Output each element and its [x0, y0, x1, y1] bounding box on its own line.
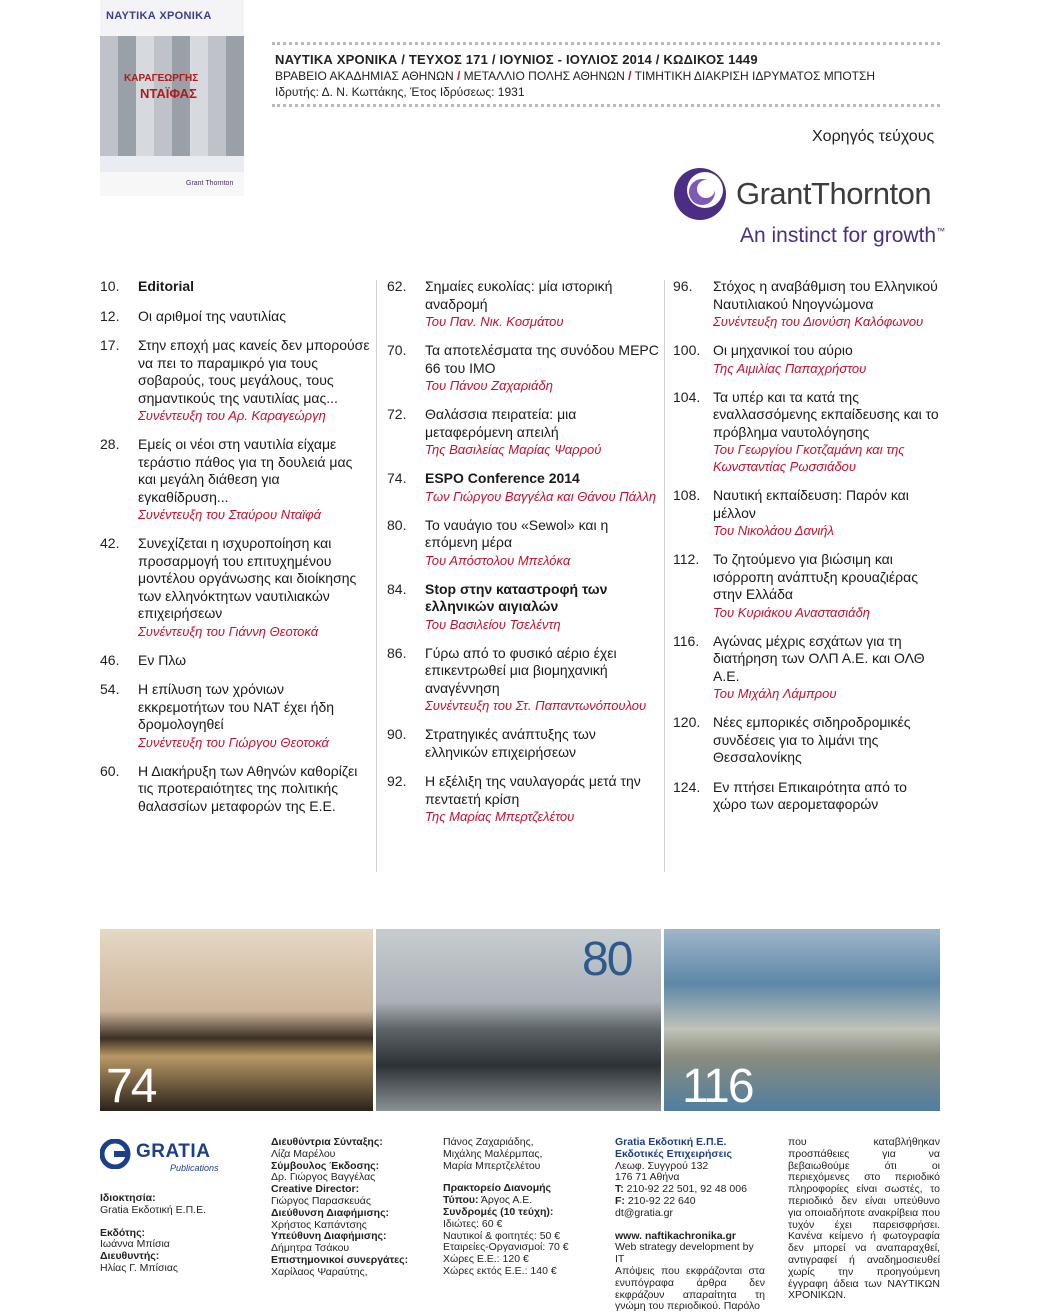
staff-role-label: Υπεύθυνη Διαφήμισης: [271, 1230, 387, 1243]
toc-entry[interactable] [100, 652, 370, 670]
toc-entry-body [713, 714, 941, 767]
toc-entry[interactable] [387, 726, 659, 761]
toc-entry[interactable] [673, 342, 941, 377]
toc-page-number: 92. [387, 773, 407, 789]
toc-entry-body [138, 436, 370, 523]
toc-page-number: 28. [100, 436, 120, 452]
photo-page-number: 80 [582, 933, 632, 986]
toc-title[interactable]: Η εξέλιξη της ναυλαγοράς μετά την πενταετή κρίση [425, 773, 641, 807]
toc-entry[interactable] [673, 278, 941, 330]
toc-author: Συνέντευξη του Στ. Παπαντωνόπουλου [425, 698, 647, 713]
toc-author: Των Γιώργου Βαγγέλα και Θάνου Πάλλη [425, 488, 657, 504]
toc-page-number: 90. [387, 726, 407, 742]
staff-role-label: Διεύθυνση Διαφήμισης: [271, 1206, 390, 1219]
owner-value: Gratia Εκδοτική Ε.Π.Ε. [100, 1203, 206, 1216]
distribution-label: Πρακτορείο Διανομής [443, 1182, 552, 1195]
award-botsis: ΤΙΜΗΤΙΚΗ ΔΙΑΚΡΙΣΗ ΙΔΡΥΜΑΤΟΣ ΜΠΟΤΣΗ [634, 69, 876, 83]
toc-page-number: 12. [100, 307, 120, 324]
toc-page-number: 86. [387, 644, 407, 661]
toc-page-number: 104. [673, 388, 701, 405]
toc-entry[interactable] [673, 389, 941, 476]
toc-entry[interactable] [387, 581, 659, 633]
printing-label: Τύπου: [443, 1194, 479, 1207]
toc-entry[interactable] [387, 342, 659, 394]
toc-entry-body [425, 406, 659, 458]
sponsor-label: Χορηγός τεύχους [812, 128, 935, 145]
sponsor-name: GrantThornton [736, 176, 932, 211]
staff-name: Δήμητρα Τσάκου [271, 1242, 350, 1255]
toc-page-number: 96. [673, 278, 693, 294]
toc-entry[interactable] [673, 487, 941, 539]
toc-entry-body [425, 726, 659, 761]
toc-author: Της Αιμιλίας Παπαχρήστου [713, 360, 867, 376]
collaborators-block [443, 1137, 603, 1278]
address-city: 176 71 Αθήνα [615, 1171, 680, 1184]
toc-entry-body [713, 779, 941, 814]
photo-harbour-dusk [100, 929, 373, 1111]
collaborator: Μαρία Μπερτζελέτου [443, 1159, 541, 1172]
sponsor-tagline-text: An instinct for growth [740, 224, 937, 247]
toc-page-number: 42. [100, 535, 120, 551]
toc-entry[interactable] [100, 278, 370, 296]
cover-masthead: ΝΑΥΤΙΚΑ ΧΡΟΝΙΚΑ [106, 10, 212, 22]
ownership-block [100, 1193, 206, 1275]
toc-title[interactable]: Αγώνας μέχρις εσχάτων για τη διατήρηση των ΟΛΠ Α.Ε. και ΟΛΘ Α.Ε. [713, 632, 925, 684]
cover-title-line1: ΚΑΡΑΓΕΩΡΓΗΣ [124, 73, 199, 84]
toc-page-number: 116. [673, 632, 700, 649]
fax-label: F: [615, 1194, 625, 1207]
toc-column-1 [100, 278, 370, 827]
toc-author: Συνέντευξη του Αρ. Καραγεώργη [138, 408, 326, 423]
column-divider [664, 280, 665, 872]
toc-author: Του Πάνου Ζαχαριάδη [425, 378, 553, 393]
dotted-rule-top [272, 42, 940, 45]
magazine-cover-thumbnail [100, 0, 244, 196]
fax-value: 210-92 22 640 [627, 1194, 696, 1207]
address-street: Λεωφ. Συγγρού 132 [615, 1159, 709, 1172]
column-divider [376, 280, 377, 872]
photo-page-number: 74 [106, 1060, 156, 1111]
staff-name: Δρ. Γιώργος Βαγγέλας [271, 1171, 376, 1184]
toc-title[interactable]: Θαλάσσια πειρατεία: μια μεταφερόμενη απειλή [425, 406, 577, 440]
toc-entry[interactable] [673, 551, 941, 621]
award-city: ΜΕΤΑΛΛΙΟ ΠΟΛΗΣ ΑΘΗΝΩΝ [463, 69, 625, 83]
company-name: Gratia Εκδοτική Ε.Π.Ε. [615, 1136, 727, 1148]
director-label: Διευθυντής: [100, 1250, 160, 1263]
toc-title[interactable]: Στρατηγικές ανάπτυξης των ελληνικών επιχειρήσεων [425, 726, 596, 760]
toc-entry[interactable] [100, 436, 370, 523]
tel-value: 210-92 22 501, 92 48 006 [626, 1183, 747, 1196]
toc-entry[interactable] [673, 779, 941, 814]
photo-port-aerial [664, 929, 940, 1111]
issue-line: ΝΑΥΤΙΚΑ ΧΡΟΝΙΚΑ / ΤΕΥΧΟΣ 171 / ΙΟΥΝΙΟΣ - ΙΟΥΛΙΟΣ 2014 / ΚΩΔΙΚΟΣ 1449 [275, 52, 758, 67]
staff-name: Γιώργος Παρασκευάς [271, 1194, 371, 1207]
toc-title[interactable]: Στόχος η αναβάθμιση του Ελληνικού Ναυτιλιακού Νηογνώμονα [713, 278, 938, 312]
subscription-rate: Χώρες εκτός Ε.Ε.: 140 € [443, 1264, 557, 1277]
toc-title[interactable]: Οι μηχανικοί του αύριο [713, 342, 853, 358]
toc-page-number: 17. [100, 337, 120, 353]
staff-name: Χαρίλαος Ψαραύτης, [271, 1265, 368, 1278]
toc-title[interactable]: Η Διακήρυξη των Αθηνών καθορίζει τις προτεραιότητες της πολιτικής θαλασσίων μεταφορών της Ε.Ε. [138, 762, 358, 814]
staff-role-label: Διευθύντρια Σύνταξης: [271, 1136, 383, 1148]
toc-page-number: 84. [387, 580, 407, 597]
toc-column-3 [673, 278, 941, 826]
toc-entry-body [425, 773, 659, 825]
toc-page-number: 46. [100, 651, 120, 668]
toc-title[interactable]: Νέες εμπορικές σιδηροδρομικές συνδέσεις για το λιμάνι της Θεσσαλονίκης [713, 714, 911, 765]
toc-title[interactable]: Εμείς οι νέοι στη ναυτιλία είχαμε τεράστιο πάθος για τη δουλειά μας και μεγάλη διάθεση για εγκαθίδρυση... [138, 436, 353, 505]
toc-author: Συνέντευξη του Γιώργου Θεοτοκά [138, 734, 329, 750]
toc-entry[interactable] [100, 535, 370, 640]
publisher-label: Εκδότης: [100, 1226, 146, 1239]
owner-label: Ιδιοκτησία: [100, 1192, 156, 1204]
toc-author: Συνέντευξη του Σταύρου Νταϊφά [138, 507, 321, 522]
toc-entry-body [425, 278, 659, 330]
toc-title[interactable]: Editorial [138, 278, 195, 294]
toc-title[interactable]: Στην εποχή μας κανείς δεν μπορούσε να πει το παραμικρό για τους σοβαρούς, τους μεγάλους, τους σημαντικούς της ναυτιλίας μας... [138, 337, 370, 406]
toc-page-number: 100. [673, 342, 701, 358]
toc-title[interactable]: ESPO Conference 2014 [425, 470, 580, 486]
publisher-value: Ιωάννα Μπίσια [100, 1238, 170, 1251]
gratia-logo-icon [100, 1139, 134, 1169]
toc-page-number: 112. [673, 551, 700, 567]
toc-entry[interactable] [387, 406, 659, 458]
grant-thornton-logo-icon [672, 166, 728, 222]
toc-author: Της Βασιλείας Μαρίας Ψαρρού [425, 442, 602, 457]
toc-entry-body [713, 487, 941, 539]
toc-entry[interactable] [387, 278, 659, 330]
toc-column-2 [387, 278, 659, 837]
toc-entry-body [425, 581, 659, 633]
publisher-logo-sub: Publications [170, 1163, 219, 1173]
toc-page-number: 74. [387, 470, 407, 486]
toc-entry[interactable] [673, 633, 941, 703]
tel-label: T: [615, 1183, 624, 1196]
toc-entry-body [138, 652, 370, 670]
toc-entry[interactable] [387, 470, 659, 505]
toc-title[interactable]: Stop στην καταστροφή των ελληνικών αιγιαλών [425, 580, 608, 614]
toc-entry-body [713, 278, 941, 330]
subscriptions-label: Συνδρομές (10 τεύχη): [443, 1205, 554, 1218]
toc-title[interactable]: Συνεχίζεται η ισχυροποίηση και προσαρμογή του επιτυχημένου μοντέλου οργάνωσης και διοίκησης των ελληνόκτητων ναυτιλιακών επιχειρήσεων [138, 535, 357, 621]
collaborator: Μιχάλης Μαλέρμπας, [443, 1147, 543, 1160]
web-credit: Web strategy development by IT [615, 1241, 754, 1266]
toc-entry[interactable] [100, 763, 370, 816]
toc-entry-body [138, 278, 370, 296]
toc-entry-body [425, 517, 659, 569]
staff-role-label: Σύμβουλος Έκδοσης: [271, 1159, 380, 1172]
printing-value: Άργος Α.Ε. [480, 1194, 533, 1207]
toc-author: Του Μιχάλη Λάμπρου [713, 686, 837, 701]
photo-rescue-boat [376, 929, 661, 1111]
toc-entry-body [138, 763, 370, 816]
toc-title[interactable]: Εν Πλω [138, 651, 187, 668]
toc-entry[interactable] [673, 714, 941, 767]
toc-entry-body [713, 551, 941, 621]
toc-entry-body [425, 645, 659, 715]
staff-role-label: Επιστημονικοί συνεργάτες: [271, 1253, 409, 1266]
toc-title[interactable]: Γύρω από το φυσικό αέριο έχει επικεντρωθεί μια βιομηχανική αναγέννηση [425, 644, 617, 696]
toc-page-number: 60. [100, 762, 120, 779]
toc-page-number: 108. [673, 487, 701, 503]
toc-title[interactable]: Το ζητούμενο για βιώσιμη και ισόρροπη ανάπτυξη κρουαζιέρας στην Ελλάδα [713, 551, 918, 602]
staff-role [271, 1208, 431, 1220]
toc-author: Συνέντευξη του Γιάννη Θεοτοκά [138, 623, 319, 639]
toc-entry[interactable] [100, 308, 370, 326]
toc-author: Του Νικολάου Δανιήλ [713, 523, 834, 538]
staff-name: Λίζα Μαρέλου [271, 1147, 336, 1160]
subscriptions-list [443, 1219, 603, 1278]
toc-author: Του Βασιλείου Τσελέντη [425, 616, 561, 632]
toc-entry-body [425, 470, 659, 505]
collaborator: Πάνος Ζαχαριάδης, [443, 1136, 534, 1148]
awards-line [275, 69, 875, 83]
toc-entry-body [713, 633, 941, 703]
dotted-rule-bottom [272, 104, 940, 107]
toc-page-number: 124. [673, 778, 701, 795]
staff-role-label: Creative Director: [271, 1183, 360, 1196]
company-subtitle: Εκδοτικές Επιχειρήσεις [615, 1147, 732, 1160]
disclaimer-start: Απόψεις που εκφράζονται στα ενυπόγραφα άρθρα δεν εκφράζουν απαραίτητα τη γνώμη του περιοδικού. Παρόλο [615, 1264, 765, 1313]
toc-author: Του Παν. Νικ. Κοσμάτου [425, 314, 564, 329]
staff-block [271, 1137, 431, 1279]
toc-page-number: 72. [387, 406, 407, 422]
toc-entry-body [138, 681, 370, 751]
toc-title[interactable]: Το ναυάγιο του «Sewol» και η επόμενη μέρα [425, 516, 609, 550]
trademark-mark: ™ [936, 226, 946, 236]
subscription-rate: Εταιρείες-Οργανισμοί: 70 € [443, 1241, 569, 1254]
toc-entry-body [713, 342, 941, 377]
director-value: Ηλίας Γ. Μπίσιας [100, 1261, 178, 1274]
founder-line: Ιδρυτής: Δ. Ν. Κωττάκης, Έτος Ιδρύσεως: 1931 [275, 85, 525, 99]
toc-entry-body [138, 308, 370, 326]
toc-entry-body [425, 342, 659, 394]
award-academy: ΒΡΑΒΕΙΟ ΑΚΑΔΗΜΙΑΣ ΑΘΗΝΩΝ [275, 69, 454, 83]
toc-entry-body [713, 389, 941, 476]
publisher-logo-word: GRATIA [136, 1141, 211, 1162]
toc-title[interactable]: Η επίλυση των χρόνιων εκκρεμοτήτων του ΝΑΤ έχει ήδη δρομολογηθεί [138, 681, 335, 732]
toc-page-number: 10. [100, 278, 120, 294]
toc-title[interactable]: Ναυτική εκπαίδευση: Παρόν και μέλλον [713, 487, 909, 521]
toc-entry[interactable] [387, 517, 659, 569]
toc-title[interactable]: Οι αριθμοί της ναυτιλίας [138, 307, 286, 324]
toc-entry[interactable] [387, 773, 659, 825]
toc-entry[interactable] [387, 645, 659, 715]
toc-author: Του Απόστολου Μπελόκα [425, 552, 571, 568]
staff-role [271, 1255, 431, 1267]
toc-title[interactable]: Σημαίες ευκολίας: μία ιστορική αναδρομή [425, 278, 613, 312]
website-link[interactable]: www. naftikachronika.gr [615, 1229, 736, 1242]
toc-page-number: 62. [387, 278, 407, 294]
toc-author: Του Κυριάκου Αναστασιάδη [713, 604, 871, 620]
subscription-rate: Χώρες Ε.Ε.: 120 € [443, 1253, 529, 1266]
toc-entry-body [138, 535, 370, 640]
staff-name: Χρήστος Καπάντσης [271, 1218, 367, 1231]
award-separator: / [628, 69, 632, 83]
toc-author: Της Μαρίας Μπερτζελέτου [425, 809, 575, 824]
award-separator: / [456, 69, 461, 83]
cover-sponsor-mini: Grant Thornton [186, 180, 234, 187]
toc-page-number: 120. [673, 714, 701, 730]
toc-page-number: 70. [387, 342, 407, 358]
toc-entry[interactable] [100, 681, 370, 751]
toc-author: Συνέντευξη του Διονύση Καλόφωνου [713, 314, 924, 329]
toc-author: Του Γεωργίου Γκοτζαμάνη και της Κωνσταντίας Ρωσσιάδου [713, 442, 905, 474]
subscription-rate: Ναυτικοί & φοιτητές: 50 € [443, 1229, 561, 1242]
sponsor-tagline [740, 224, 945, 248]
publisher-contact-block [615, 1137, 765, 1313]
toc-title[interactable]: Τα υπέρ και τα κατά της εναλλασσόμενης εκπαίδευσης και το πρόβλημα ναυτολόγησης [713, 388, 939, 440]
toc-page-number: 80. [387, 516, 407, 533]
disclaimer-text: που καταβλήθηκαν προσπάθειες για να βεβαιωθούμε ότι οι περιεχόμενες στο περιοδικό πληροφορίες είναι σωστές, το περιοδικό δεν είναι υπεύθυνο για οποιαδήποτε ανακρίβεια που τυχόν έχει παρεισφρήσει. Κανένα κείμενο ή φωτογραφία δεν μπορεί να αναπαραχθεί, αντιγραφεί ή αναδημοσιευθεί χωρίς την προηγούμενη έγγραφη άδεια των ΝΑΥΤΙΚΩΝ ΧΡΟΝΙΚΩΝ. [788, 1136, 940, 1302]
photo-page-number: 116 [682, 1060, 753, 1111]
email-link[interactable]: dt@gratia.gr [615, 1206, 673, 1219]
toc-title[interactable]: Τα αποτελέσματα της συνόδου MEPC 66 του IMO [425, 342, 659, 376]
toc-title[interactable]: Εν πτήσει Επικαιρότητα από το χώρο των αερομεταφορών [713, 778, 907, 812]
toc-entry-body [138, 337, 370, 424]
toc-page-number: 54. [100, 681, 120, 697]
subscription-rate: Ιδιώτες: 60 € [443, 1217, 503, 1230]
toc-entry[interactable] [100, 337, 370, 424]
cover-title-line2: ΝΤΑΪΦΑΣ [140, 86, 197, 101]
